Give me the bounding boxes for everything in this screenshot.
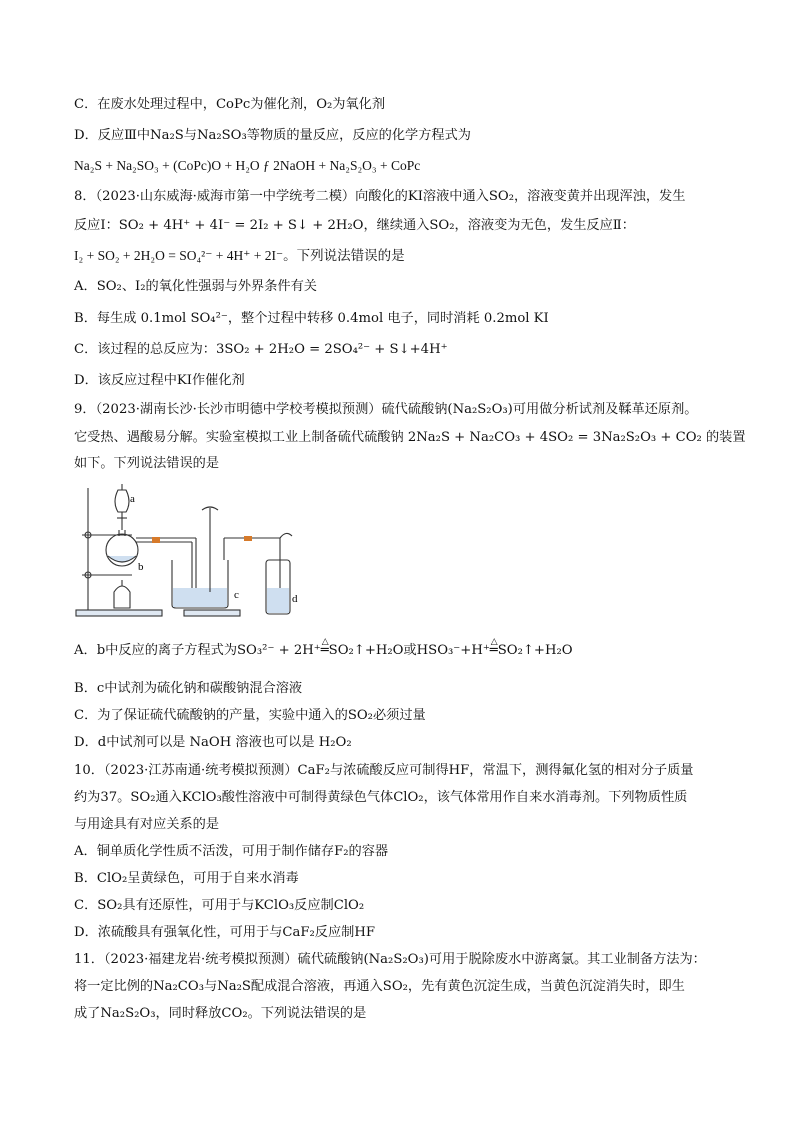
q10-stem-line1: 10．（2023·江苏南通·统考模拟预测）CaF₂与浓硫酸反应可制得HF，常温下，测得氟化氢的相对分子质量 bbox=[74, 763, 694, 778]
q9-option-d: D．d中试剂可以是 NaOH 溶液也可以是 H₂O₂ bbox=[74, 735, 352, 750]
q8-option-b: B．每生成 0.1mol SO₄²⁻，整个过程中转移 0.4mol 电子，同时消耗 0.2mol KI bbox=[74, 311, 549, 326]
label-c: c bbox=[234, 589, 239, 601]
heat-sign-2: △ ═ bbox=[490, 642, 498, 660]
q11-stem-line2: 将一定比例的Na₂CO₃与Na₂S配成混合溶液，再通入SO₂，先有黄色沉淀生成，当黄色沉淀消失时，即生 bbox=[74, 979, 685, 994]
q8-option-d: D．该反应过程中KI作催化剂 bbox=[74, 373, 245, 388]
q11-stem-line1: 11．（2023·福建龙岩·统考模拟预测）硫代硫酸钠(Na₂S₂O₃)可用于脱除废水中游离氯。其工业制备方法为： bbox=[74, 952, 706, 967]
q9-option-c: C．为了保证硫代硫酸钠的产量，实验中通入的SO₂必须过量 bbox=[74, 708, 426, 723]
q8-stem-line2: 反应Ⅰ：SO₂ + 4H⁺ + 4I⁻ = 2I₂ + S↓ + 2H₂O，继续通入SO₂，溶液变为无色，发生反应Ⅱ： bbox=[74, 218, 635, 233]
q7-option-c: C．在废水处理过程中，CoPc为催化剂，O₂为氧化剂 bbox=[74, 97, 386, 112]
label-d: d bbox=[292, 593, 298, 605]
heat-sign-1: △ ═ bbox=[321, 642, 329, 660]
q9-stem-line2: 它受热、遇酸易分解。实验室模拟工业上制备硫代硫酸钠 2Na₂S + Na₂CO₃ + 4SO₂ = 3Na₂S₂O₃ + CO₂ 的装置 bbox=[74, 430, 746, 445]
q10-option-d: D．浓硫酸具有强氧化性，可用于与CaF₂反应制HF bbox=[74, 925, 375, 940]
lab-apparatus-diagram bbox=[74, 480, 314, 620]
q7-equation: Na₂S + Na₂SO₃ + (CoPc)O + H₂O ƒ 2NaOH + Na₂S₂O₃ + CoPc bbox=[74, 158, 421, 173]
label-b: b bbox=[138, 561, 144, 573]
q10-stem-line2: 约为37。SO₂通入KClO₃酸性溶液中可制得黄绿色气体ClO₂，该气体常用作自来水消毒剂。下列物质性质 bbox=[74, 790, 688, 805]
label-a: a bbox=[130, 493, 135, 505]
q8-option-a: A．SO₂、I₂的氧化性强弱与外界条件有关 bbox=[74, 279, 317, 294]
q9-option-a-part2: SO₂↑+H₂O或HSO₃⁻+H⁺ bbox=[328, 643, 490, 658]
q9-option-a-part3: SO₂↑+H₂O bbox=[497, 643, 573, 658]
q8-stem-line1: 8．（2023·山东威海·威海市第一中学统考二模）向酸化的KI溶液中通入SO₂，溶液变黄并出现浑浊，发生 bbox=[74, 189, 686, 204]
q9-option-b: B．c中试剂为硫化钠和碳酸钠混合溶液 bbox=[74, 681, 303, 696]
q10-option-b: B．ClO₂呈黄绿色，可用于自来水消毒 bbox=[74, 871, 299, 886]
q10-option-c: C．SO₂具有还原性，可用于与KClO₃反应制ClO₂ bbox=[74, 898, 365, 913]
q10-option-a: A．铜单质化学性质不活泼，可用于制作储存F₂的容器 bbox=[74, 844, 389, 859]
q8-option-c: C．该过程的总反应为：3SO₂ + 2H₂O = 2SO₄²⁻ + S↓+4H⁺ bbox=[74, 342, 448, 357]
q7-option-d: D．反应Ⅲ中Na₂S与Na₂SO₃等物质的量反应，反应的化学方程式为 bbox=[74, 128, 471, 143]
q11-stem-line3: 成了Na₂S₂O₃，同时释放CO₂。下列说法错误的是 bbox=[74, 1006, 367, 1021]
q9-option-a bbox=[74, 642, 573, 660]
q9-stem-line3: 如下。下列说法错误的是 bbox=[74, 456, 220, 471]
q10-stem-line3: 与用途具有对应关系的是 bbox=[74, 817, 220, 832]
q9-stem-line1: 9．（2023·湖南长沙·长沙市明德中学校考模拟预测）硫代硫酸钠(Na₂S₂O₃)可用做分析试剂及鞣革还原剂。 bbox=[74, 402, 698, 417]
q9-option-a-part1: A．b中反应的离子方程式为SO₃²⁻ + 2H⁺ bbox=[74, 643, 321, 658]
q8-stem-line3: I₂ + SO₂ + 2H₂O = SO₄²⁻ + 4H⁺ + 2I⁻。下列说法错误的是 bbox=[74, 248, 405, 263]
